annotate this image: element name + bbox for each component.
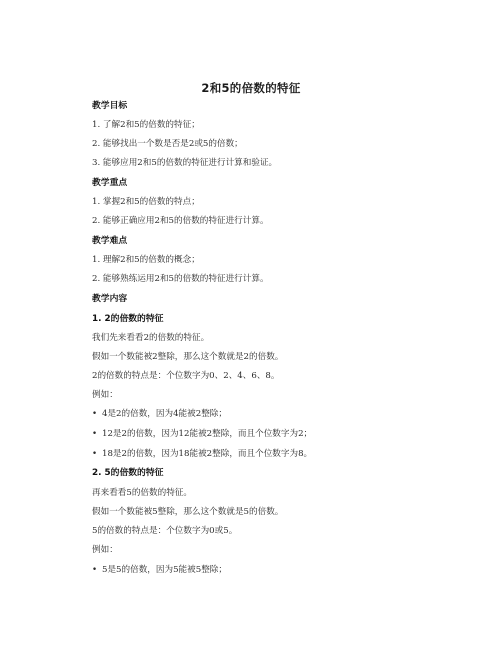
paragraph-line: 2的倍数的特点是：个位数字为0、2、4、6、8。 [92, 371, 280, 381]
bullet-icon: • [92, 565, 98, 575]
paragraph-line: 再来看看5的倍数的特征。 [92, 488, 192, 498]
paragraph-line: 我们先来看看2的倍数的特征。 [92, 333, 210, 343]
list-item-text: 4是2的倍数，因为4能被2整除； [102, 409, 227, 419]
list-item [92, 448, 312, 460]
difficulty-item: 1. 理解2和5的倍数的概念； [92, 255, 200, 265]
goal-item: 2. 能够找出一个数是否是2或5的倍数； [92, 139, 243, 149]
keypoint-item: 2. 能够正确应用2和5的倍数的特征进行计算。 [92, 216, 269, 226]
list-item-text: 18是2的倍数，因为18能被2整除，而且个位数字为8。 [102, 449, 313, 459]
section-heading-content: 教学内容 [92, 294, 128, 304]
paragraph-line: 假如一个数能被2整除，那么这个数就是2的倍数。 [92, 352, 284, 362]
keypoint-item: 1. 掌握2和5的倍数的特点； [92, 197, 200, 207]
difficulty-item: 2. 能够熟练运用2和5的倍数的特征进行计算。 [92, 274, 269, 284]
section-heading-goals: 教学目标 [92, 101, 128, 111]
document-title: 2和5的倍数的特征 [201, 81, 301, 95]
list-item [92, 428, 312, 440]
paragraph-line: 例如： [92, 390, 118, 400]
paragraph-line: 5的倍数的特点是：个位数字为0或5。 [92, 526, 238, 536]
bullet-icon: • [92, 449, 98, 459]
paragraph-line: 假如一个数能被5整除，那么这个数就是5的倍数。 [92, 507, 284, 517]
subsection-heading-5-multiples: 2. 5的倍数的特征 [92, 468, 164, 478]
section-heading-difficulties: 教学难点 [92, 236, 128, 246]
bullet-icon: • [92, 429, 98, 439]
list-item-text: 12是2的倍数，因为12能被2整除，而且个位数字为2； [102, 429, 313, 439]
list-item-text: 5是5的倍数，因为5能被5整除； [102, 565, 227, 575]
bullet-icon: • [92, 409, 98, 419]
section-heading-keypoints: 教学重点 [92, 178, 128, 188]
goal-item: 1. 了解2和5的倍数的特征； [92, 120, 200, 130]
paragraph-line: 例如： [92, 545, 118, 555]
subsection-heading-2-multiples: 1. 2的倍数的特征 [92, 314, 164, 324]
list-item [92, 408, 227, 420]
list-item [92, 564, 227, 576]
goal-item: 3. 能够应用2和5的倍数的特征进行计算和验证。 [92, 158, 278, 168]
